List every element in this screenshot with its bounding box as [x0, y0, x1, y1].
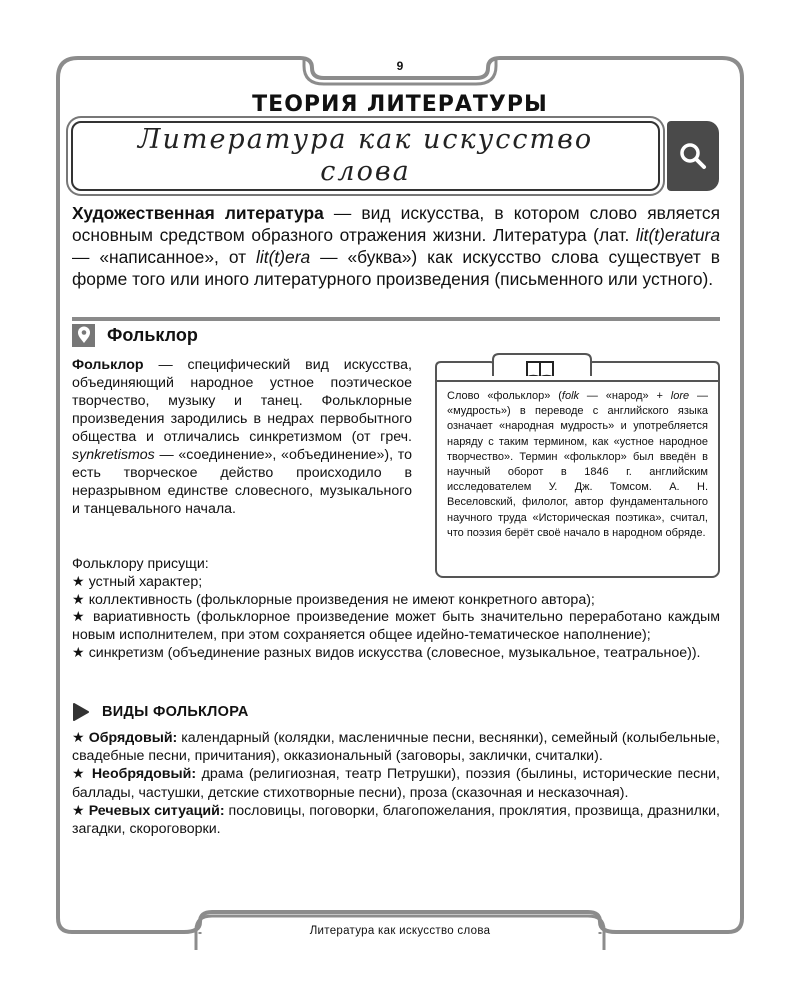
list-item: [72, 609, 720, 645]
play-arrow-icon: [72, 703, 90, 721]
star-icon: ★: [72, 802, 85, 819]
chapter-title: Литература как искусство слова: [137, 124, 594, 187]
star-icon: ★: [72, 730, 85, 746]
intro-latin-2: lit(t)era: [256, 247, 311, 267]
type-label: Обрядовый:: [88, 730, 178, 746]
star-icon: ★: [72, 766, 87, 783]
list-item-text: коллективность (фольклорные произведения не имеют конкретного автора);: [88, 591, 595, 608]
type-label: Необрядовый:: [91, 766, 197, 783]
folklore-term: Фольклор: [72, 357, 144, 373]
page-number: 9: [396, 59, 404, 73]
note-text-2: — «народ» +: [579, 390, 671, 402]
folklore-greek: synkretismos: [72, 447, 155, 463]
map-pin-icon: [72, 324, 95, 347]
folklore-paragraph: [72, 356, 412, 518]
folklore-text-2: — «соединение», «объединение»), то есть творческое действо происходило в неразрывном единстве словесного, музыкального и танцевального начала.: [72, 447, 412, 517]
list-item: [72, 592, 720, 610]
star-icon: ★: [72, 591, 85, 608]
folklore-types-title: ВИДЫ ФОЛЬКЛОРА: [102, 704, 249, 720]
sidebox-tab: [435, 352, 720, 382]
search-icon: [678, 141, 708, 171]
section-divider: [72, 317, 720, 321]
list-item: [72, 574, 720, 592]
list-item: [72, 729, 720, 765]
folklore-features-list: [72, 556, 720, 663]
intro-term: Художественная литература: [72, 203, 324, 223]
type-text: календарный (колядки, масленичные песни, веснянки), семейный (колыбельные, свадебные песни, причитания), окказиональный (заговоры, заклички, считалки).: [72, 730, 720, 765]
note-text-3: — «мудрость») в переводе с английского языка означает «народная мудрость» и употребляется наряду с таким термином, как «устное народное творчество». Термин «фольклор» был введён в научный оборот в 1846 г. английским исследователем У. Дж. Томсом. А. Н. Веселовский, филолог, автор фундаментального научного труда «Историческая поэтика», считал, что поэзия берёт своё начало в народном обряде.: [447, 390, 708, 539]
page-footer: Литература как искусство слова: [309, 925, 491, 937]
intro-text-2: — «написанное», от: [72, 247, 257, 267]
folklore-note-box: [435, 380, 720, 578]
intro-paragraph: [72, 202, 720, 290]
star-icon: ★: [72, 573, 85, 590]
list-item-text: устный характер;: [88, 573, 203, 590]
star-icon: ★: [72, 609, 87, 626]
list-item-text: вариативность (фольклорное произведение может быть значительно переработано каждым новым исполнителем, при этом сохраняется общее идейно-тематическое наполнение);: [72, 609, 720, 644]
type-label: Речевых ситуаций:: [88, 802, 225, 819]
intro-text-3: — «буква») как искусство слова существует в форме того или иного литературного произведения (письменного или устного).: [72, 247, 720, 289]
folklore-types-heading: [72, 703, 249, 721]
intro-text-1: — вид искусства, в котором слово является основным средством образного отражения жизни. Литература (лат.: [72, 203, 720, 245]
list-item: [72, 802, 720, 838]
folklore-text-1: — специфический вид искусства, объединяющий народное устное поэтическое творчество, музыку и танец. Фольклорные произведения зародились в недрах первобытного общества и отличались синкретизмом (от греч.: [72, 357, 412, 445]
chapter-title-box: [71, 121, 660, 191]
search-button[interactable]: [667, 121, 719, 191]
star-icon: ★: [72, 644, 85, 661]
list-item-text: синкретизм (объединение разных видов искусства (словесное, музыкальное, театральное)).: [88, 644, 701, 661]
type-text: пословицы, поговорки, благопожелания, проклятия, прозвища, дразнилки, загадки, скороговорки.: [72, 802, 720, 838]
folklore-heading: [72, 323, 198, 347]
note-text-1: Слово «фольклор» (: [447, 390, 562, 402]
features-intro: Фольклору присущи:: [72, 556, 209, 572]
list-item: [72, 765, 720, 801]
type-text: драма (религиозная, театр Петрушки), поэзия (былины, исторические песни, баллады, частушки, детские стихотворные песни), проза (сказочная и несказочная).: [72, 766, 720, 801]
list-item: [72, 645, 720, 663]
page-header-title: ТЕОРИЯ ЛИТЕРАТУРЫ: [252, 92, 548, 117]
folklore-types-list: [72, 729, 720, 838]
note-word-2: lore: [670, 390, 690, 402]
note-word-1: folk: [561, 390, 580, 402]
folklore-title: Фольклор: [107, 324, 198, 345]
intro-latin-1: lit(t)eratura: [635, 225, 720, 245]
